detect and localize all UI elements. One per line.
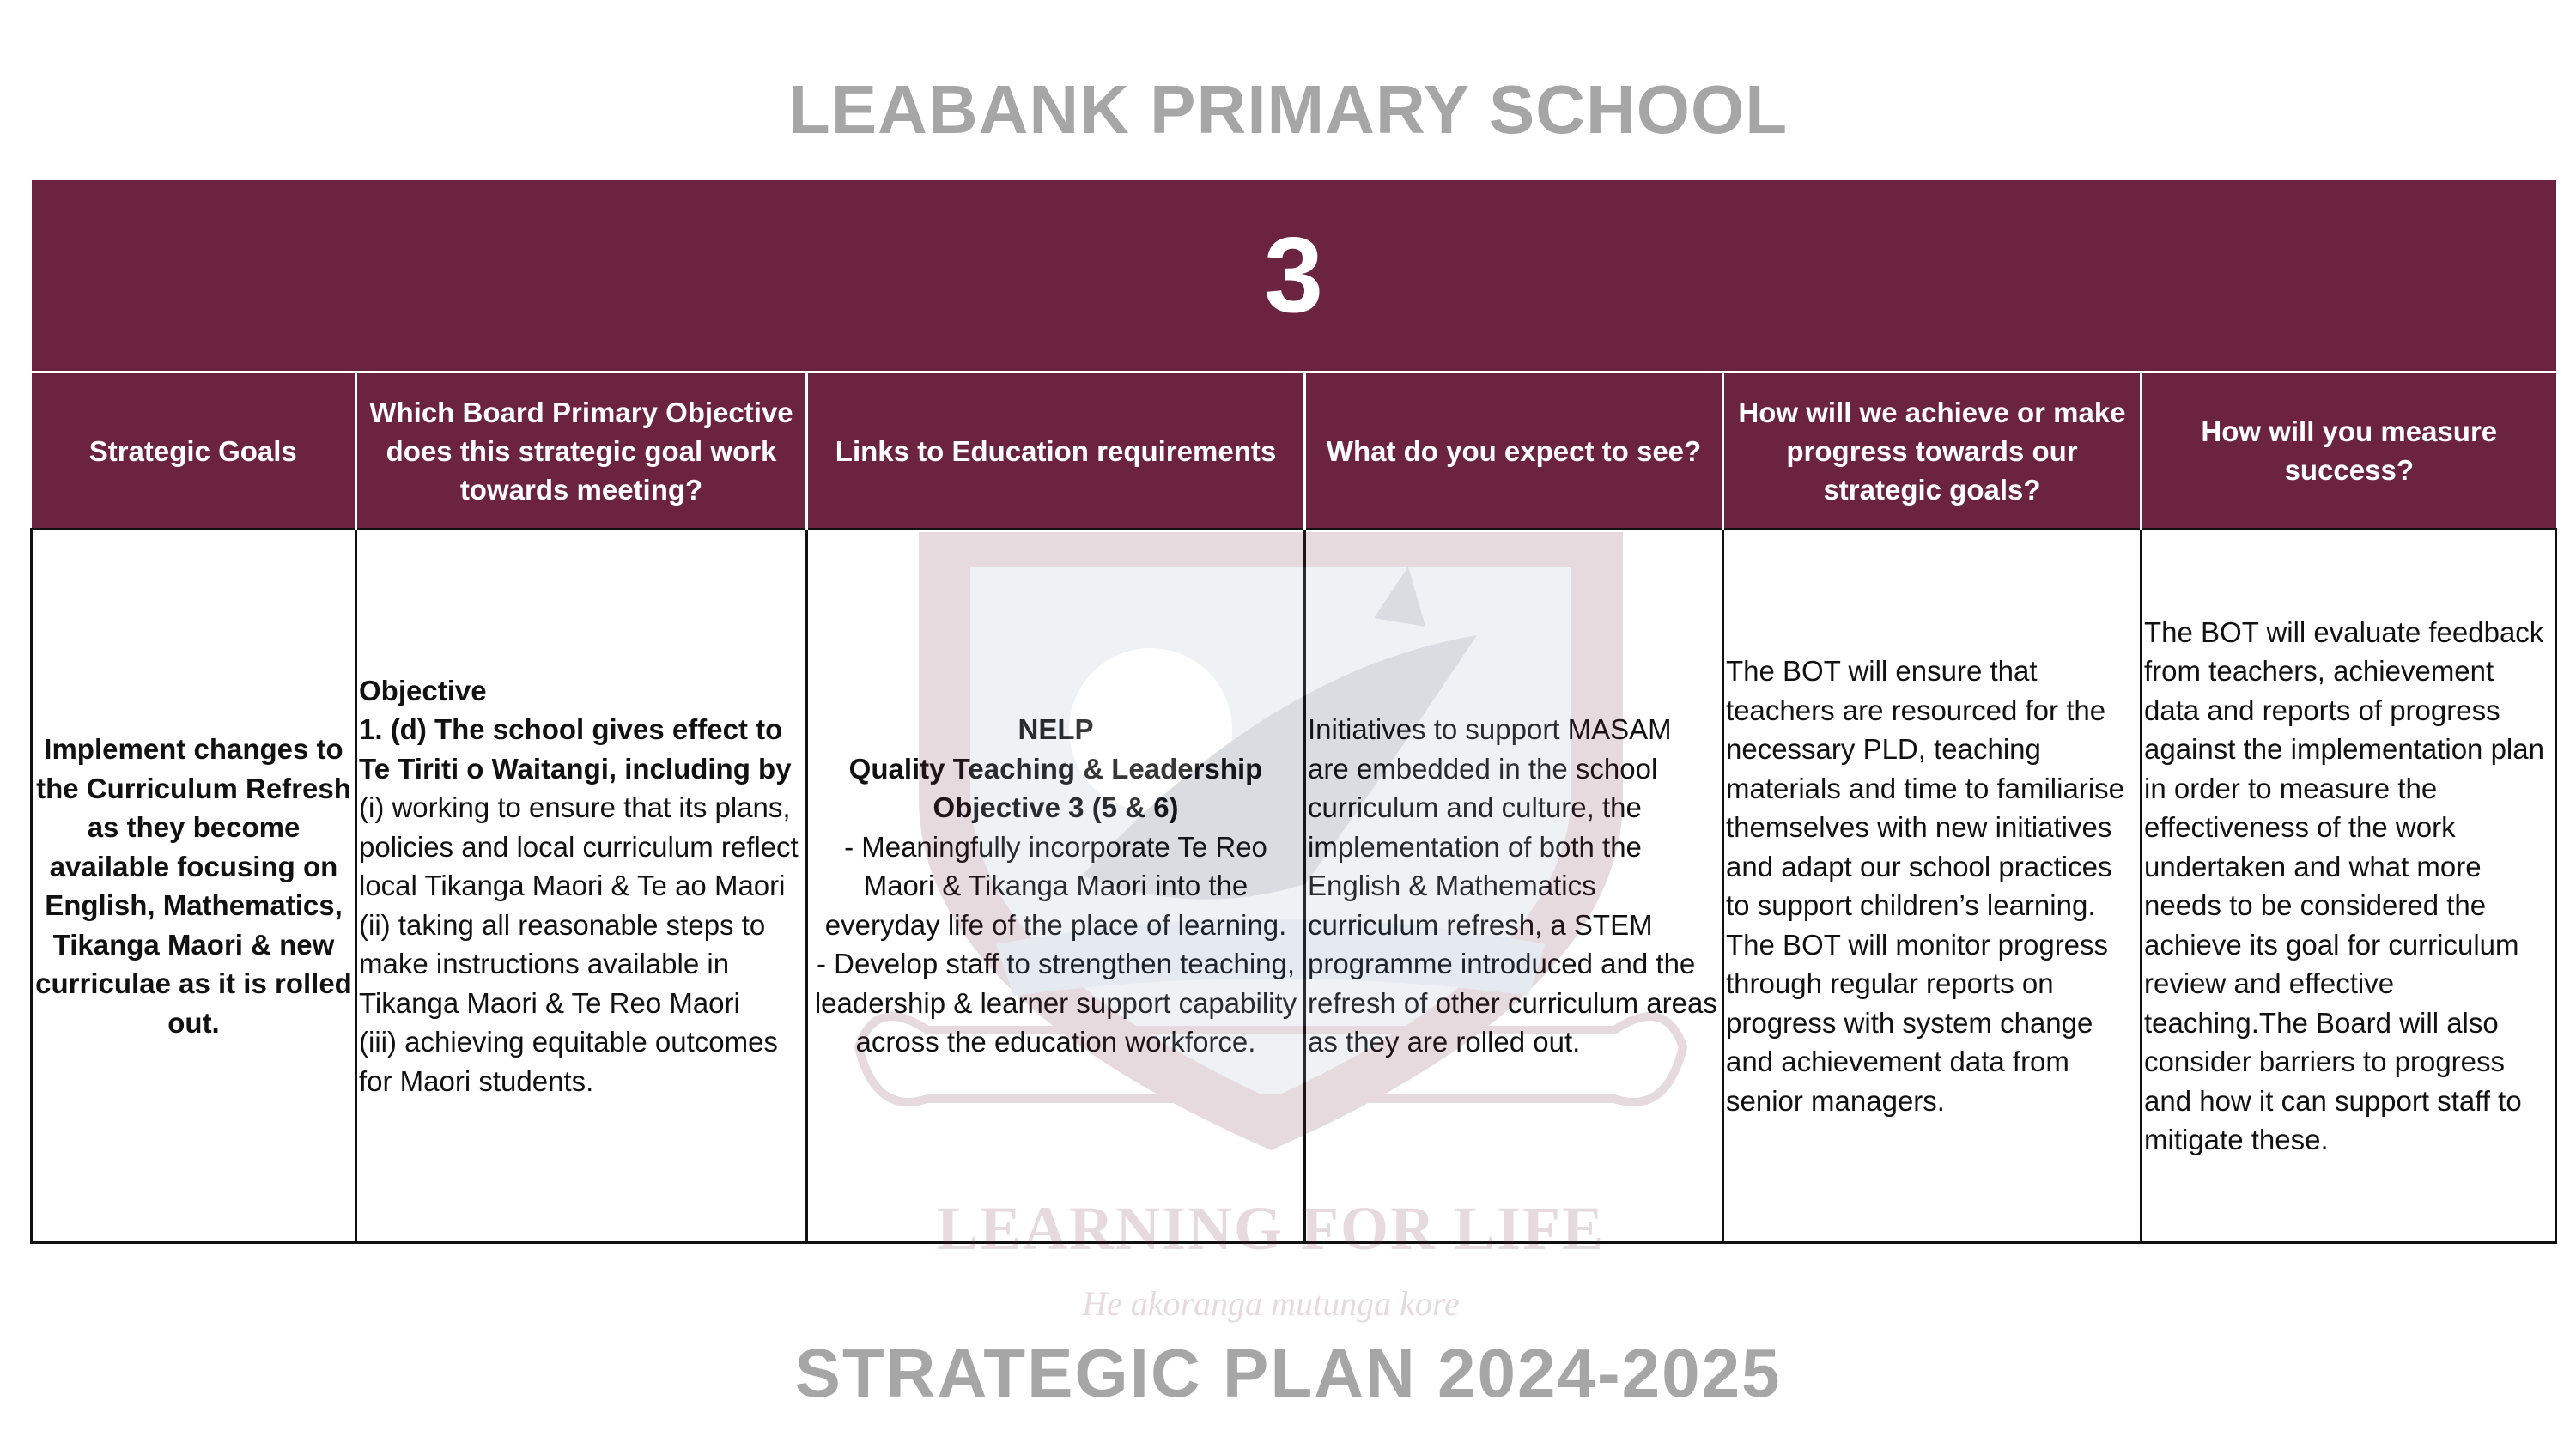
strategic-goal-cell: Implement changes to the Curriculum Refresh as they become available focusing on English, Mathematics, Tikanga Maori & new curriculae as it is rolled out. bbox=[32, 530, 356, 1243]
board-objective-item: (ii) taking all reasonable steps to make instructions available in Tikanga Maori & Te Reo Maori bbox=[359, 908, 766, 1019]
education-links-item: - Develop staff to strengthen teaching, leadership & learner support capability across the education workforce. bbox=[814, 948, 1297, 1058]
board-objective-item: (i) working to ensure that its plans, policies and local curriculum reflect local Tikanga Maori & Te ao Maori bbox=[359, 791, 799, 902]
strategic-plan-table bbox=[30, 180, 2557, 1244]
school-title: LEABANK PRIMARY SCHOOL bbox=[787, 71, 1789, 148]
column-header-strategic-goals: Strategic Goals bbox=[32, 373, 356, 530]
expect-to-see-cell: Initiatives to support MASAM are embedded in the school curriculum and culture, the implementation of both the English & Mathematics curriculum refresh, a STEM programme introduced and the refresh of other curriculum areas as they are rolled out. bbox=[1305, 530, 1723, 1243]
column-header-board-objective: Which Board Primary Objective does this strategic goal work towards meeting? bbox=[356, 373, 807, 530]
measure-success-cell: The BOT will evaluate feedback from teachers, achievement data and reports of progress against the implementation plan in order to measure the effectiveness of the work undertaken and what more needs to be considered the achieve its goal for curriculum review and effective teaching.The Board will also consider barriers to progress and how it can support staff to mitigate these. bbox=[2142, 530, 2556, 1243]
section-number-row bbox=[32, 180, 2556, 373]
education-links-cell bbox=[807, 530, 1305, 1243]
watermark-motto: LEARNING FOR LIFE bbox=[936, 1194, 1606, 1263]
column-header-row bbox=[32, 373, 2556, 530]
education-links-heading: NELP bbox=[1018, 713, 1094, 746]
column-header-measure-success: How will you measure success? bbox=[2142, 373, 2556, 530]
column-header-how-achieve: How will we achieve or make progress towards our strategic goals? bbox=[1723, 373, 2142, 530]
how-achieve-cell: The BOT will ensure that teachers are resourced for the necessary PLD, teaching materials and time to familiarise themselves with new initiatives and adapt our school practices to support children’s learning. The BOT will monitor progress through regular reports on progress with system change and achievement data from senior managers. bbox=[1723, 530, 2142, 1243]
education-links-item: - Meaningfully incorporate Te Reo Maori & Tikanga Maori into the everyday life of the place of learning. bbox=[824, 830, 1287, 941]
education-links-subheading: Quality Teaching & Leadership bbox=[848, 752, 1263, 785]
board-objective-cell bbox=[356, 530, 807, 1243]
strategic-plan-title: STRATEGIC PLAN 2024-2025 bbox=[794, 1335, 1782, 1411]
board-objective-heading: Objective bbox=[359, 674, 487, 706]
board-objective-title: 1. (d) The school gives effect to Te Tiriti o Waitangi, including by bbox=[359, 713, 792, 785]
watermark-motto-maori: He akoranga mutunga kore bbox=[1082, 1284, 1460, 1323]
column-header-expect-to-see: What do you expect to see? bbox=[1305, 373, 1723, 530]
education-links-objective: Objective 3 (5 & 6) bbox=[933, 791, 1179, 824]
board-objective-item: (iii) achieving equitable outcomes for Maori students. bbox=[359, 1026, 778, 1097]
table-row bbox=[32, 530, 2556, 1243]
section-number: 3 bbox=[32, 180, 2556, 373]
column-header-education-links: Links to Education requirements bbox=[807, 373, 1305, 530]
